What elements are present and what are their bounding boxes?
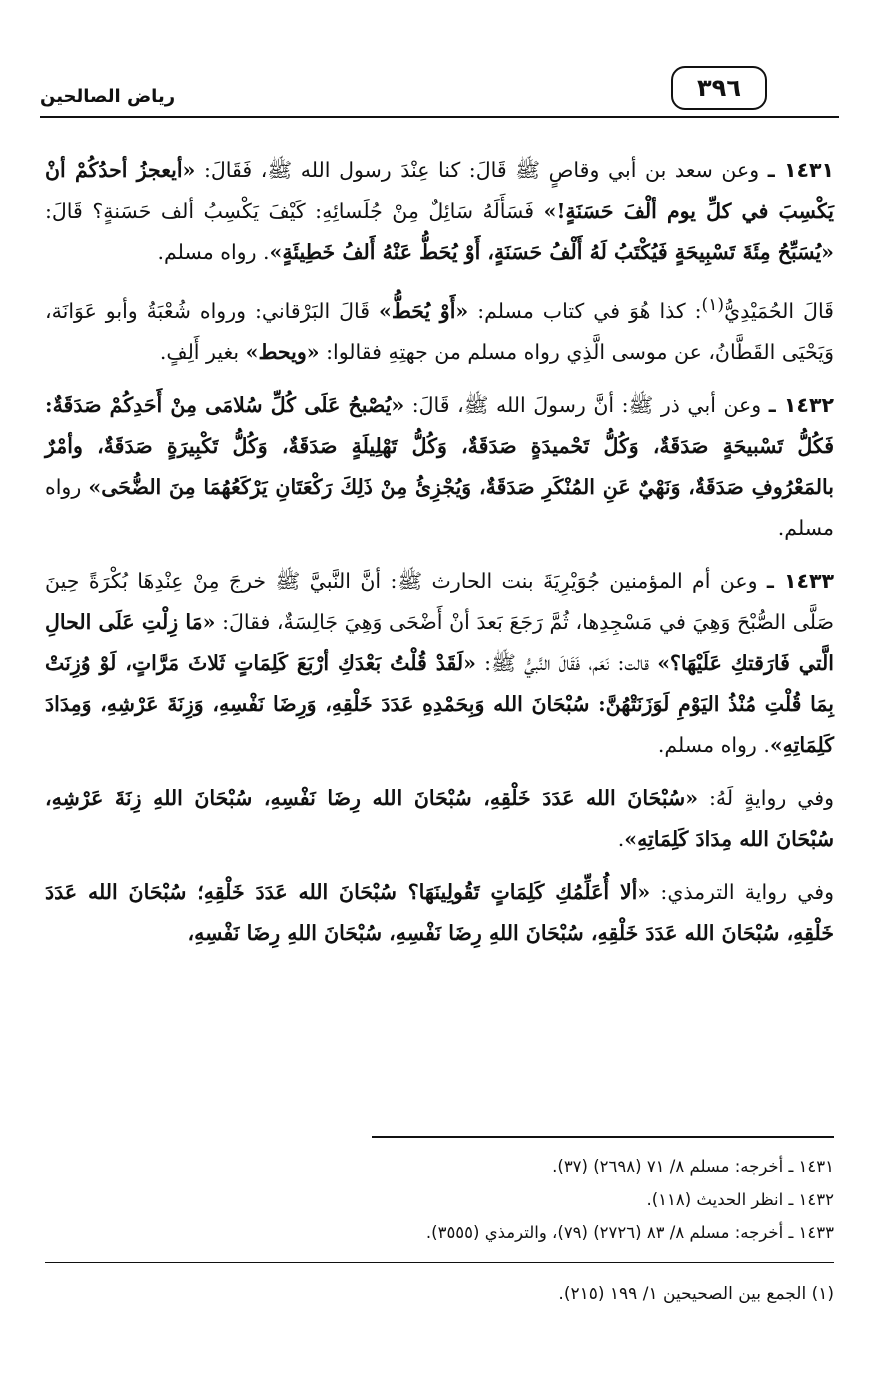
page-number: ٣٩٦ bbox=[671, 66, 767, 110]
hadith-number: ١٤٣٣ ـ bbox=[766, 568, 834, 593]
bottom-footnote: (١) الجمع بين الصحيحين ١/ ١٩٩ (٢١٥). bbox=[558, 1284, 834, 1304]
narration-tirmidhi: وفي رواية الترمذي: «ألا أُعَلِّمُكِ كَلِمَاتٍ تَقُولِينَهَا؟ سُبْحَانَ الله عَدَدَ خَلْقِهِ؛ سُبْحَانَ الله عَدَدَ خَلْقِهِ، سُبْحَانَ الله عَدَدَ خَلْقِهِ، سُبْحَانَ اللهِ رِضَا نَفْسِهِ، سُبْحَانَ اللهِ رِضَا نَفْسِهِ، bbox=[45, 879, 834, 945]
header-divider bbox=[40, 116, 839, 118]
footnote-item: ١٤٣١ ـ أخرجه: مسلم ٨/ ٧١ (٢٦٩٨) (٣٧). bbox=[552, 1157, 834, 1176]
hadith-quote: «لَقَدْ قُلْتُ بَعْدَكِ أرْبَعَ كَلِمَاتٍ ثَلاثَ مَرَّاتٍ، لَوْ وُزِنَتْ بِمَا قُلْتِ مُنْذُ اليَوْمِ لَوَزَنَتْهُنَّ: سُبْحَانَ الله وَبِحَمْدِهِ عَدَدَ خَلْقِهِ، وَرِضَا نَفْسِهِ، وَزِنَةَ عَرْشِهِ، وَمِدَادَ كَلِمَاتِهِ» bbox=[45, 650, 834, 757]
book-title: رياض الصالحين bbox=[40, 86, 176, 107]
hadith-number: ١٤٣٢ ـ bbox=[768, 392, 834, 417]
footnote-divider bbox=[372, 1136, 834, 1138]
bottom-footnote-divider bbox=[45, 1262, 834, 1263]
commentary-humaydi: قَالَ الحُمَيْدِيُّ$^{(١)}$: كذا هُوَ في كتاب مسلم: «أَوْ يُحَطُّ» قَالَ البَرْقاني: ورواه شُعْبَةُ وأبو عَوَانَة، وَيَحْيَى القَطَّانُ، عن موسى الَّذِي رواه مسلم من جهتِهِ فقالوا: «ويحط» بغير أَلِفٍ. bbox=[45, 295, 834, 364]
hadith-quote: «أيعجزُ أحدُكُمْ أنْ يَكْسِبَ في كلِّ يوم ألْفَ حَسَنَةٍ!» bbox=[45, 158, 834, 223]
hadith-1433: ١٤٣٣ ـ وعن أم المؤمنين جُوَيْرِيَةَ بنت الحارث ﷺ: أنَّ النَّبيَّ ﷺ خرجَ مِنْ عِنْدِهَا بُكْرَةً حِينَ صَلَّى الصُّبْحَ وَهِيَ في مَسْجِدِها، ثُمَّ رَجَعَ بَعدَ أنْ أَضْحَى وَهِيَ جَالِسَةٌ، فقالَ: «مَا زِلْتِ عَلَى الحالِ الَّتي فَارَقتكِ عَلَيْهَا؟» قالت: نَعَم، فَقَالَ النَّبيُّ ﷺ: «لَقَدْ قُلْتُ بَعْدَكِ أرْبَعَ كَلِمَاتٍ ثَلاثَ مَرَّاتٍ، لَوْ وُزِنَتْ بِمَا قُلْتِ مُنْذُ اليَوْمِ لَوَزَنَتْهُنَّ: سُبْحَانَ الله وَبِحَمْدِهِ عَدَدَ خَلْقِهِ، وَرِضَا نَفْسِهِ، وَزِنَةَ عَرْشِهِ، وَمِدَادَ كَلِمَاتِهِ». رواه مسلم. bbox=[45, 568, 834, 757]
footnote-item: ١٤٣٣ ـ أخرجه: مسلم ٨/ ٨٣ (٢٧٢٦) (٧٩)، والترمذي (٣٥٥٥). bbox=[425, 1223, 834, 1242]
hadith-quote: «مَا زِلْتِ عَلَى الحالِ الَّتي فَارَقتكِ عَلَيْهَا؟» bbox=[45, 609, 834, 675]
hadith-1432: ١٤٣٢ ـ وعن أبي ذر ﷺ: أنَّ رسولَ الله ﷺ، قَالَ: «يُصْبحُ عَلَى كُلِّ سُلامَى مِنْ أَحَدِكُمْ صَدَقَةٌ: فَكُلُّ تَسْبيحَةٍ صَدَقَةٌ، وَكُلُّ تَحْميدَةٍ صَدَقَةٌ، وَكُلُّ تَهْلِيلَةٍ صَدَقَةٌ، وَكُلُّ تَكْبِيرَةٍ صَدَقَةٌ، وأمْرٌ بالمَعْرُوفِ صَدَقَةٌ، وَنَهْيٌ عَنِ المُنْكَرِ صَدَقَةٌ، وَيُجْزِئُ مِنْ ذَلِكَ رَكْعَتَانِ يَرْكَعُهُمَا مِنَ الضُّحَى» رواه مسلم. bbox=[45, 392, 834, 540]
footnote-item: ١٤٣٢ ـ انظر الحديث (١١٨). bbox=[646, 1190, 834, 1209]
main-text bbox=[45, 150, 834, 966]
narration-variant: وفي روايةٍ لَهُ: «سُبْحَانَ الله عَدَدَ خَلْقِهِ، سُبْحَانَ الله رِضَا نَفْسِهِ، سُبْحَانَ اللهِ زِنَةَ عَرْشِهِ، سُبْحَانَ الله مِدَادَ كَلِمَاتِهِ». bbox=[45, 785, 835, 851]
page-header bbox=[40, 66, 839, 118]
hadith-quote: «يُسَبِّحُ مِئَةَ تَسْبِيحَةٍ فَيُكْتَبُ لَهُ أَلْفُ حَسَنَةٍ، أَوْ يُحَطُّ عَنْهُ أَلفُ خَطِيئَةٍ» bbox=[269, 240, 834, 264]
hadith-1431: ١٤٣١ ـ وعن سعد بن أبي وقاصٍ ﷺ قَالَ: كنا عِنْدَ رسول الله ﷺ، فَقَالَ: «أيعجزُ أحدُكُمْ أنْ يَكْسِبَ في كلِّ يوم ألْفَ حَسَنَةٍ!» فَسَأَلَهُ سَائِلٌ مِنْ جُلَسائِهِ: كَيْفَ يَكْسِبُ ألف حَسَنةٍ؟ قَالَ: «يُسَبِّحُ مِئَةَ تَسْبِيحَةٍ فَيُكْتَبُ لَهُ أَلْفُ حَسَنَةٍ، أَوْ يُحَطُّ عَنْهُ أَلفُ خَطِيئَةٍ». رواه مسلم. bbox=[45, 158, 834, 264]
hadith-number: ١٤٣١ ـ bbox=[767, 158, 834, 182]
hadith-quote: «يُصْبحُ عَلَى كُلِّ سُلامَى مِنْ أَحَدِكُمْ صَدَقَةٌ: فَكُلُّ تَسْبيحَةٍ صَدَقَةٌ، وَكُلُّ تَحْميدَةٍ صَدَقَةٌ، وَكُلُّ تَهْلِيلَةٍ صَدَقَةٌ، وَكُلُّ تَكْبِيرَةٍ صَدَقَةٌ، وأمْرٌ بالمَعْرُوفِ صَدَقَةٌ، وَنَهْيٌ عَنِ المُنْكَرِ صَدَقَةٌ، وَيُجْزِئُ مِنْ ذَلِكَ رَكْعَتَانِ يَرْكَعُهُمَا مِنَ الضُّحَى» bbox=[45, 392, 834, 499]
footnote-marker: (١) bbox=[701, 295, 725, 315]
hadith-quote: «ألا أُعَلِّمُكِ كَلِمَاتٍ تَقُولِينَهَا؟ سُبْحَانَ الله عَدَدَ خَلْقِهِ؛ سُبْحَانَ الله عَدَدَ خَلْقِهِ، سُبْحَانَ الله عَدَدَ خَلْقِهِ، سُبْحَانَ اللهِ رِضَا نَفْسِهِ، سُبْحَانَ اللهِ رِضَا نَفْسِهِ، bbox=[45, 879, 834, 945]
hadith-quote: «سُبْحَانَ الله عَدَدَ خَلْقِهِ، سُبْحَانَ الله رِضَا نَفْسِهِ، سُبْحَانَ اللهِ زِنَةَ عَرْشِهِ، سُبْحَانَ الله مِدَادَ كَلِمَاتِهِ» bbox=[45, 785, 834, 851]
footnotes bbox=[45, 1150, 834, 1249]
